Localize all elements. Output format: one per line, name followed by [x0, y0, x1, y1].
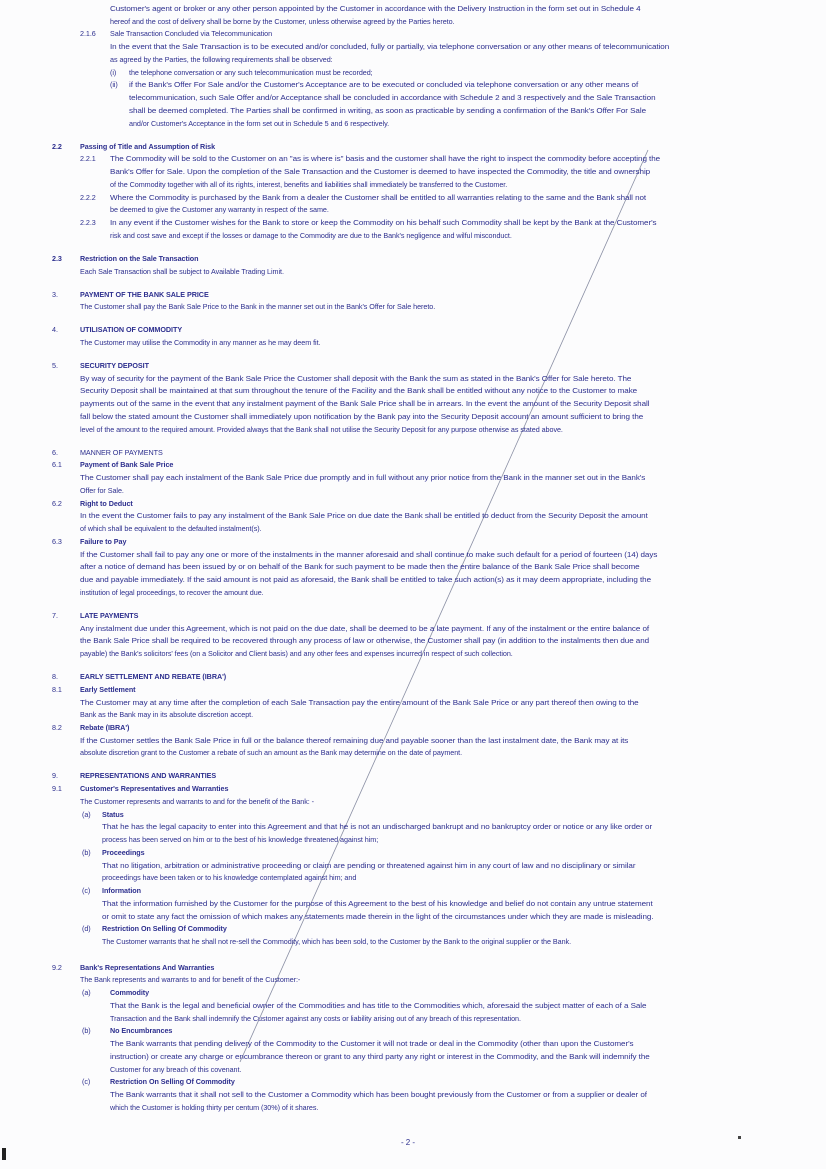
text-line: The Customer shall pay each instalment of the Bank Sale Price due promptly and in full without any prior notice from the Bank in the manner set out in the Bank's — [80, 473, 646, 482]
text-line: 6.2 — [52, 499, 62, 508]
section-heading: Restriction on the Sale Transaction — [80, 254, 199, 263]
text-line: Transaction and the Bank shall indemnify the Customer against any costs or liability arising out of any breach of this representation. — [110, 1014, 521, 1023]
section-heading: Proceedings — [102, 848, 145, 857]
text-line: due and payable immediately. If the said amount is not paid as aforesaid, the Bank shall be entitled to take such action(s) as it may deem appropriate, including the — [80, 575, 652, 584]
text-line: The Customer shall pay the Bank Sale Price to the Bank in the manner set out in the Bank's Offer for Sale hereto. — [80, 302, 436, 311]
text-line: fall below the stated amount the Customer shall immediately upon notification by the Bank pay into the Security Deposit account an amount sufficient to bring the — [80, 412, 644, 421]
text-line: That no litigation, arbitration or administrative proceeding or claim are pending or threatened against him in any court of law and no disciplinary or similar — [102, 861, 636, 870]
text-line: and/or Customer's Acceptance in the form set out in Schedule 5 and 6 respectively. — [129, 119, 390, 128]
text-line: (d) — [82, 924, 91, 933]
text-line: of the Commodity together with all of its rights, interest, benefits and liabilities shall immediately be transferred to the Customer. — [110, 180, 508, 189]
text-line: the telephone conversation or any such telecommunication must be recorded; — [129, 68, 373, 77]
text-line: The Bank warrants that it shall not sell to the Customer a Commodity which has been bought previously from the Customer or from a supplier or dealer of — [110, 1090, 647, 1099]
text-line: If the Customer shall fail to pay any one or more of the instalments in the manner aforesaid and shall continue to make such default for a period of fourteen (14) days — [80, 550, 658, 559]
text-line: 2.2.2 — [80, 193, 96, 202]
section-heading: 2.2 — [52, 142, 62, 151]
section-heading: No Encumbrances — [110, 1026, 173, 1035]
text-line: be deemed to give the Customer any warranty in respect of the same. — [110, 205, 329, 214]
text-line: Each Sale Transaction shall be subject to Available Trading Limit. — [80, 267, 284, 276]
text-line: 3. — [52, 290, 58, 299]
text-line: 6.1 — [52, 460, 62, 469]
text-line: 7. — [52, 611, 58, 620]
text-line: Offer for Sale. — [80, 486, 124, 495]
text-line: as agreed by the Parties, the following requirements shall be observed: — [110, 55, 333, 64]
text-line: That he has the legal capacity to enter into this Agreement and that he is not an undischarged bankrupt and no bankruptcy order or notice or any like order or — [102, 822, 653, 831]
section-heading: Rebate (IBRA') — [80, 723, 130, 732]
section-heading: Bank's Representations And Warranties — [80, 963, 215, 972]
text-line: 8.2 — [52, 723, 62, 732]
text-line: 6. — [52, 448, 58, 457]
section-heading: Early Settlement — [80, 685, 136, 694]
text-line: MANNER OF PAYMENTS — [80, 448, 163, 457]
text-line: instruction) or create any charge or encumbrance thereon or grant to any third party any right or interest in the Commodity, and the Bank will indemnify the — [110, 1052, 650, 1061]
text-line: telecommunication, such Sale Offer and/or Acceptance shall be concluded in accordance with Schedule 2 and 3 respectively and the Sale Transaction — [129, 93, 656, 102]
section-heading: Passing of Title and Assumption of Risk — [80, 142, 216, 151]
section-heading: Commodity — [110, 988, 150, 997]
section-heading: Restriction On Selling Of Commodity — [102, 924, 227, 933]
text-line: (b) — [82, 848, 91, 857]
text-line: The Bank represents and warrants to and for benefit of the Customer:- — [80, 975, 301, 984]
scan-mark-left — [2, 1148, 6, 1160]
text-line: absolute discretion grant to the Customer a rebate of such an amount as the Bank may determine on the date of payment. — [80, 748, 463, 757]
scan-dot-right — [738, 1136, 741, 1139]
text-line: In the event the Customer fails to pay any instalment of the Bank Sale Price on due date the Bank shall be entitled to deduct from the Security Deposit the amount — [80, 511, 648, 520]
section-heading: Status — [102, 810, 124, 819]
text-line: Bank as the Bank may in its absolute discretion accept. — [80, 710, 254, 719]
text-line: process has been served on him or to the best of his knowledge threatened against him; — [102, 835, 379, 844]
text-line: (c) — [82, 886, 91, 895]
section-heading: Right to Deduct — [80, 499, 133, 508]
text-line: of which shall be equivalent to the defaulted instalment(s). — [80, 524, 262, 533]
text-line: (a) — [82, 810, 91, 819]
text-line: 8. — [52, 672, 58, 681]
text-line: Sale Transaction Concluded via Telecommunication — [110, 29, 273, 38]
text-line: which the Customer is holding thirty per centum (30%) of it shares. — [110, 1103, 319, 1112]
text-line: The Customer may at any time after the completion of each Sale Transaction pay the entire amount of the Bank Sale Price or any part thereof then owing to the — [80, 698, 639, 707]
text-line: payments out of the same in the event that any instalment payment of the Bank Sale Price shall be in arrears. In the event the amount of the Security Deposit shall — [80, 399, 650, 408]
text-line: 2.1.6 — [80, 29, 96, 38]
text-line: That the information furnished by the Customer for the purpose of this Agreement to the best of his knowledge and belief do not contain any untrue statement — [102, 899, 653, 908]
text-line: or omit to state any fact the omission of which makes any statements made therein in the light of the circumstances under which they are made is misleading. — [102, 912, 654, 921]
section-heading: Payment of Bank Sale Price — [80, 460, 174, 469]
text-line: Customer for any breach of this covenant. — [110, 1065, 242, 1074]
text-line: Security Deposit shall be maintained at that sum throughout the tenure of the Facility and the Bank shall be entitled without any notice to the Customer to make — [80, 386, 638, 395]
section-heading: LATE PAYMENTS — [80, 611, 139, 620]
text-line: 9.2 — [52, 963, 62, 972]
text-line: 2.2.1 — [80, 154, 96, 163]
text-line: That the Bank is the legal and beneficial owner of the Commodities and has title to the Commodities which, aforesaid the subject matter of each of a Sale — [110, 1001, 647, 1010]
text-line: proceedings have been taken or to his knowledge contemplated against him; and — [102, 873, 357, 882]
text-line: level of the amount to the required amount. Provided always that the Bank shall not utilise the Security Deposit for any purpose otherwise as stated above. — [80, 425, 563, 434]
text-line: By way of security for the payment of the Bank Sale Price the Customer shall deposit with the Bank the sum as stated in the Bank's Offer for Sale hereto. The — [80, 374, 632, 383]
text-line: Customer's agent or broker or any other person appointed by the Customer in accordance with the Delivery Instruction in the form set out in Schedule 4 — [110, 4, 641, 13]
text-line: 9. — [52, 771, 58, 780]
section-heading: Failure to Pay — [80, 537, 127, 546]
text-line: Any instalment due under this Agreement, which is not paid on the due date, shall be deemed to be a late payment. If any of the instalment or the entire balance of — [80, 624, 650, 633]
text-line: the Bank Sale Price shall be required to be recovered through any process of law or otherwise, the Customer shall pay (in addition to the instalments then due and — [80, 636, 650, 645]
section-heading: EARLY SETTLEMENT AND REBATE (IBRA') — [80, 672, 227, 681]
text-line: 2.2.3 — [80, 218, 96, 227]
page-number: - 2 - — [401, 1138, 415, 1147]
text-line: Bank's Offer for Sale. Upon the completion of the Sale Transaction and the Customer is deemed to have inspected the Commodity, the title and ownership — [110, 167, 651, 176]
text-line: Where the Commodity is purchased by the Bank from a dealer the Customer shall be entitled to all warranties relating to the same and the Bank shall not — [110, 193, 647, 202]
text-line: risk and cost save and except if the losses or damage to the Commodity are due to the Bank's negligence and wilful misconduct. — [110, 231, 512, 240]
text-line: shall be deemed completed. The Parties shall be confirmed in writing, as soon as practicable by sending a confirmation of the Bank's Offer For Sale — [129, 106, 646, 115]
text-line: 8.1 — [52, 685, 62, 694]
section-heading: REPRESENTATIONS AND WARRANTIES — [80, 771, 217, 780]
text-line: after a notice of demand has been issued by or on behalf of the Bank for such payment to be made then the entire balance of the Bank Sale Price shall become — [80, 562, 640, 571]
text-line: 6.3 — [52, 537, 62, 546]
text-line: (c) — [82, 1077, 91, 1086]
text-line: (i) — [110, 68, 117, 77]
text-line: institution of legal proceedings, to recover the amount due. — [80, 588, 264, 597]
text-line: 4. — [52, 325, 58, 334]
text-line: The Customer represents and warrants to and for the benefit of the Bank: - — [80, 797, 315, 806]
section-heading: PAYMENT OF THE BANK SALE PRICE — [80, 290, 209, 299]
section-heading: UTILISATION OF COMMODITY — [80, 325, 183, 334]
section-heading: Information — [102, 886, 141, 895]
text-line: The Customer warrants that he shall not re-sell the Commodity, which has been sold, to the Customer by the Bank to the original supplier or the Bank. — [102, 937, 572, 946]
text-line: In the event that the Sale Transaction is to be executed and/or concluded, fully or partially, via telephone conversation or any other means of telecommunication — [110, 42, 670, 51]
text-line: (b) — [82, 1026, 91, 1035]
text-line: hereof and the cost of delivery shall be borne by the Customer, unless otherwise agreed by the Parties hereto. — [110, 17, 455, 26]
section-heading: Customer's Representatives and Warranties — [80, 784, 229, 793]
section-heading: SECURITY DEPOSIT — [80, 361, 149, 370]
text-line: if the Bank's Offer For Sale and/or the Customer's Acceptance are to be executed or concluded via telephone conversation or any other means of — [129, 80, 639, 89]
text-line: The Customer may utilise the Commodity in any manner as he may deem fit. — [80, 338, 321, 347]
text-line: (ii) — [110, 80, 118, 89]
section-heading: 2.3 — [52, 254, 62, 263]
text-line: 9.1 — [52, 784, 62, 793]
text-line: In any event if the Customer wishes for the Bank to store or keep the Commodity on his behalf such Commodity shall be kept by the Bank at the Customer's — [110, 218, 657, 227]
text-line: The Commodity will be sold to the Customer on an "as is where is" basis and the customer shall have the right to inspect the commodity before accepting the — [110, 154, 661, 163]
text-line: 5. — [52, 361, 58, 370]
text-line: The Bank warrants that pending delivery of the Commodity to the Customer it will not trade or deal in the Commodity (other than upon the Customer's — [110, 1039, 634, 1048]
section-heading: Restriction On Selling Of Commodity — [110, 1077, 235, 1086]
text-line: If the Customer settles the Bank Sale Price in full or the balance thereof remaining due and payable sooner than the last instalment date, the Bank may at its — [80, 736, 629, 745]
text-line: (a) — [82, 988, 91, 997]
text-line: payable) the Bank's solicitors' fees (on a Solicitor and Client basis) and any other fees and expenses incurred in respect of such collection. — [80, 649, 513, 658]
